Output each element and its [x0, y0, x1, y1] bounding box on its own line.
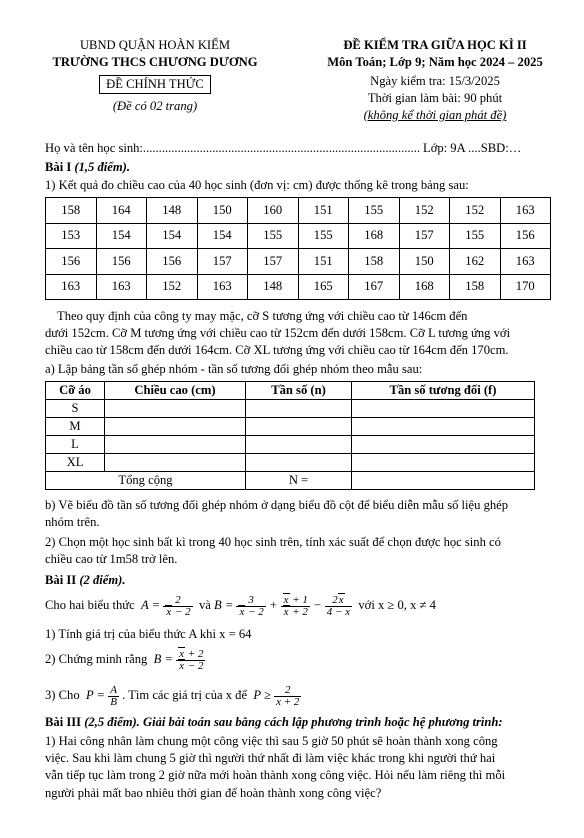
size-cell: XL — [46, 454, 105, 472]
height-cell: 150 — [399, 249, 450, 275]
empty-cell — [105, 454, 246, 472]
table-row — [46, 223, 551, 249]
n-label: N = — [246, 472, 352, 490]
height-cell: 155 — [298, 223, 349, 249]
height-cell: 160 — [248, 198, 299, 224]
class-sbd-line: Lớp: 9A ....SBD:… — [423, 141, 522, 155]
col-height: Chiều cao (cm) — [105, 382, 246, 400]
col-relative-frequency: Tần số tương đối (f) — [352, 382, 535, 400]
frequency-table — [45, 381, 535, 490]
height-cell: 156 — [147, 249, 198, 275]
height-cell: 155 — [349, 198, 400, 224]
section-3-instruction: Giải bài toán sau bằng cách lập phương trình hoặc hệ phương trình: — [142, 715, 503, 729]
question-2-3-text-b: . Tìm các giá trị của x để — [122, 688, 248, 702]
question-1-a: a) Lập bảng tần số ghép nhóm - tần số tương đối ghép nhóm theo mẫu sau: — [45, 362, 423, 376]
table-row — [46, 454, 535, 472]
section-3-title: Bài III — [45, 715, 82, 729]
heights-table — [45, 197, 551, 300]
expr-a: A = $\frac{2}{x - 2}$ — [137, 593, 191, 618]
table-row — [46, 400, 535, 418]
empty-cell — [246, 436, 352, 454]
height-cell: 152 — [399, 198, 450, 224]
height-cell: 153 — [46, 223, 97, 249]
section-2-title: Bài II — [45, 573, 77, 587]
height-cell: 157 — [248, 249, 299, 275]
height-cell: 163 — [500, 198, 551, 224]
question-1-2 — [45, 534, 535, 568]
empty-cell — [105, 418, 246, 436]
height-cell: 150 — [197, 198, 248, 224]
empty-cell — [352, 436, 535, 454]
section-1-title: Bài I — [45, 160, 72, 174]
problem-3-1-line-1: 1) Hai công nhân làm chung một công việc thì sau 5 giờ 50 phút sẽ hoàn thành xong công — [45, 734, 498, 748]
height-cell: 170 — [500, 274, 551, 300]
col-size: Cỡ áo — [46, 382, 105, 400]
question-2-2 — [45, 648, 205, 672]
section-2-points: (2 điểm). — [79, 573, 126, 587]
official-badge-wrap — [30, 75, 280, 94]
exam-duration: Thời gian làm bài: 90 phút — [367, 91, 503, 105]
problem-3-1-line-3: vẫn tiếp tục làm trong 2 giờ nữa mới hoàn thành xong công việc. Hỏi nếu làm riêng thì mỗi — [45, 768, 506, 783]
empty-cell — [352, 472, 535, 490]
problem-3-1-line-2: việc. Sau khi làm chung 5 giờ thì người thứ nhất đi làm việc khác trong khi người thứ hai — [45, 751, 496, 766]
question-1-2-line-2: chiều cao từ 1m58 trở lên. — [45, 552, 178, 567]
exam-title: ĐỀ KIỂM TRA GIỮA HỌC KÌ II — [343, 38, 527, 52]
height-cell: 162 — [450, 249, 501, 275]
exam-date: Ngày kiểm tra: 15/3/2025 — [370, 74, 500, 88]
official-badge: ĐỀ CHÍNH THỨC — [99, 75, 211, 94]
section-3-points: (2,5 điểm). — [84, 715, 140, 729]
question-1-2-line-1: 2) Chọn một học sinh bất kì trong 40 học sinh trên, tính xác suất để chọn được học sinh có — [45, 535, 501, 549]
col-frequency: Tần số (n) — [246, 382, 352, 400]
size-rules-line-3: chiều cao từ 158cm đến dưới 164cm. Cỡ XL tương ứng với chiều cao từ 164cm đến 170cm. — [45, 343, 509, 358]
student-name-line: Họ và tên học sinh:........................................................................................ — [45, 141, 420, 155]
question-1-b — [45, 497, 535, 531]
question-2-2-text: 2) Chứng minh rằng — [45, 652, 148, 666]
section-2-heading — [45, 573, 125, 588]
height-cell: 156 — [500, 223, 551, 249]
size-cell: S — [46, 400, 105, 418]
section-1-heading — [45, 160, 130, 175]
height-cell: 168 — [349, 223, 400, 249]
question-1-b-line-1: b) Vẽ biểu đồ tần số tương đối ghép nhóm ở dạng biểu đồ cột để biểu diễn mẫu số liệu ghép — [45, 498, 509, 512]
empty-cell — [246, 400, 352, 418]
height-cell: 151 — [298, 249, 349, 275]
size-rules-paragraph — [45, 308, 535, 360]
height-cell: 154 — [147, 223, 198, 249]
empty-cell — [246, 454, 352, 472]
height-cell: 168 — [399, 274, 450, 300]
height-cell: 157 — [399, 223, 450, 249]
height-cell: 165 — [298, 274, 349, 300]
total-row — [46, 472, 535, 490]
question-1-b-line-2: nhóm trên. — [45, 515, 100, 530]
height-cell: 163 — [500, 249, 551, 275]
section-1-points: (1,5 điểm). — [74, 160, 131, 174]
expr-p: P = $\frac{A}{B}$ — [82, 683, 117, 708]
problem-3-1 — [45, 733, 535, 802]
empty-cell — [352, 400, 535, 418]
size-rules-line-2: dưới 152cm. Cỡ M tương ứng với chiều cao từ 152cm đến dưới 158cm. Cỡ L tương ứng với — [45, 326, 511, 341]
question-1-1: 1) Kết quả đo chiều cao của 40 học sinh (đơn vị: cm) được thống kê trong bảng sau: — [45, 178, 469, 192]
table-row — [46, 436, 535, 454]
height-cell: 157 — [197, 249, 248, 275]
empty-cell — [246, 418, 352, 436]
pages-note: (Đề có 02 trang) — [112, 99, 198, 113]
total-label: Tổng cộng — [46, 472, 246, 490]
expr-p-inequality: P ≥ $\frac{2}{x + 2}$ — [250, 683, 300, 708]
section-3-heading — [45, 715, 503, 730]
size-rules-line-1: Theo quy định của công ty may mặc, cỡ S tương ứng với chiều cao từ 146cm đến — [57, 309, 468, 323]
district-name: UBND QUẬN HOÀN KIẾM — [79, 38, 231, 52]
expr-b: B = $\frac{3}{x - 2}$ + $\frac{x + 1}{x + 2}$ − $\frac{2x}{4 - x}$ — [213, 593, 351, 618]
height-cell: 158 — [450, 274, 501, 300]
problem-3-1-line-4: người phải mất bao nhiêu thời gian để hoàn thành xong công việc? — [45, 785, 382, 800]
height-cell: 151 — [298, 198, 349, 224]
size-cell: L — [46, 436, 105, 454]
expressions-line — [45, 594, 436, 618]
height-cell: 167 — [349, 274, 400, 300]
table-row — [46, 198, 551, 224]
height-cell: 148 — [248, 274, 299, 300]
height-cell: 158 — [349, 249, 400, 275]
empty-cell — [105, 436, 246, 454]
height-cell: 158 — [46, 198, 97, 224]
question-2-3 — [45, 684, 301, 708]
height-cell: 155 — [450, 223, 501, 249]
height-cell: 152 — [147, 274, 198, 300]
height-cell: 163 — [46, 274, 97, 300]
height-cell: 164 — [96, 198, 147, 224]
height-cell: 163 — [197, 274, 248, 300]
height-cell: 155 — [248, 223, 299, 249]
size-cell: M — [46, 418, 105, 436]
height-cell: 163 — [96, 274, 147, 300]
and-word: và — [198, 598, 211, 612]
table-row — [46, 249, 551, 275]
expressions-intro: Cho hai biểu thức — [45, 598, 135, 612]
school-name: TRƯỜNG THCS CHƯƠNG DƯƠNG — [52, 55, 258, 69]
question-2-1: 1) Tính giá trị của biểu thức A khi x = 64 — [45, 627, 252, 641]
question-2-3-text-a: 3) Cho — [45, 688, 80, 702]
height-cell: 156 — [46, 249, 97, 275]
empty-cell — [105, 400, 246, 418]
expressions-condition: với x ≥ 0, x ≠ 4 — [358, 598, 436, 612]
empty-cell — [352, 454, 535, 472]
table-row — [46, 274, 551, 300]
height-cell: 154 — [96, 223, 147, 249]
height-cell: 148 — [147, 198, 198, 224]
height-cell: 156 — [96, 249, 147, 275]
height-cell: 152 — [450, 198, 501, 224]
duration-note: (không kể thời gian phát đề) — [363, 108, 507, 122]
empty-cell — [352, 418, 535, 436]
height-cell: 154 — [197, 223, 248, 249]
subject-line: Môn Toán; Lớp 9; Năm học 2024 – 2025 — [327, 55, 543, 69]
expr-b-simplified: B = $\frac{x + 2}{x - 2}$ — [150, 647, 204, 672]
table-row — [46, 418, 535, 436]
